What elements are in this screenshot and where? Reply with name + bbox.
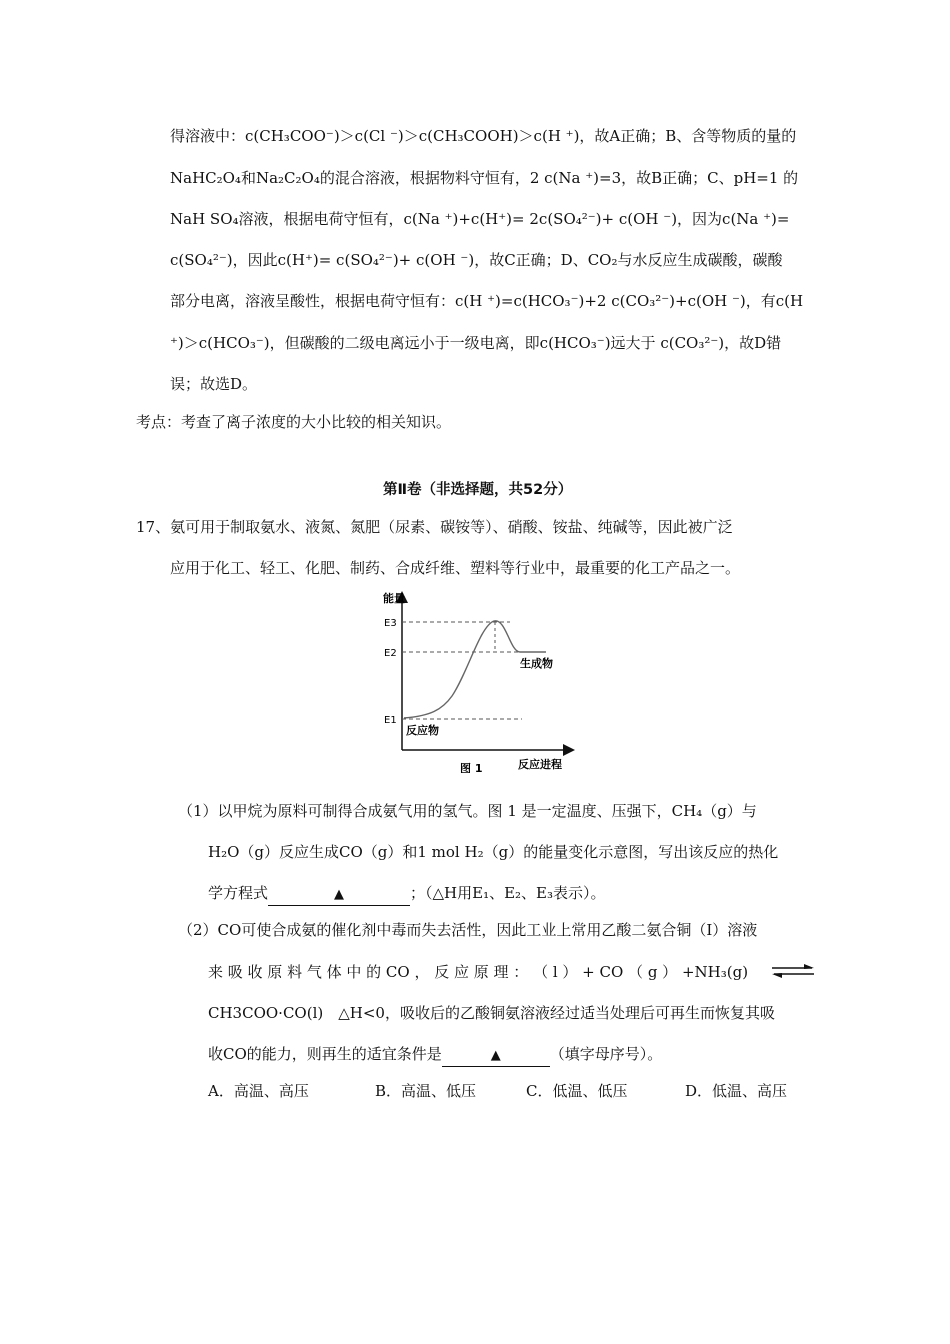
analysis-line-7: 误；故选D。 bbox=[170, 375, 258, 393]
analysis-line-6: ⁺)＞c(HCO₃⁻)，但碳酸的二级电离远小于一级电离，即c(HCO₃⁻)远大于 c(CO₃²⁻)，故D错 bbox=[170, 334, 782, 352]
analysis-line-1: 得溶液中：c(CH₃COO⁻)＞c(Cl ⁻)＞c(CH₃COOH)＞c(H ⁺)，故A正确；B、含等物质的量的 bbox=[170, 127, 797, 145]
kaodian-line: 考点：考查了离子浓度的大小比较的相关知识。 bbox=[136, 413, 452, 431]
p1-line-3 bbox=[208, 883, 606, 906]
energy-diagram bbox=[380, 588, 580, 773]
option-b[interactable]: B．高温、低压 bbox=[375, 1082, 477, 1100]
answer-blank-1[interactable] bbox=[268, 883, 410, 906]
q17-line-1: 17、氨可用于制取氨水、液氮、氮肥（尿素、碳铵等）、硝酸、铵盐、纯碱等，因此被广泛 bbox=[136, 518, 733, 536]
q17-line-2: 应用于化工、轻工、化肥、制药、合成纤维、塑料等行业中，最重要的化工产品之一。 bbox=[170, 559, 741, 577]
e2-label: E2 bbox=[384, 648, 397, 659]
y-axis-label: 能量 bbox=[383, 592, 405, 605]
p1-line-1: （1）以甲烷为原料可制得合成氨气用的氢气。图 1 是一定温度、压强下，CH₄（g）与 bbox=[178, 802, 757, 820]
e1-label: E1 bbox=[384, 715, 397, 726]
option-c[interactable]: C．低温、低压 bbox=[526, 1082, 628, 1100]
p1-line-3-prefix: 学方程式 bbox=[208, 884, 269, 902]
e3-label: E3 bbox=[384, 618, 397, 629]
p2-line-4-prefix: 收CO的能力，则再生的适宜条件是 bbox=[208, 1045, 442, 1063]
option-a[interactable]: A．高温、高压 bbox=[208, 1082, 309, 1100]
triangle-marker-1: ▲ bbox=[334, 887, 345, 902]
analysis-line-2: NaHC₂O₄和Na₂C₂O₄的混合溶液，根据物料守恒有，2 c(Na ⁺)=3，故B正确；C、pH=1 的 bbox=[170, 169, 799, 187]
section-title: 第Ⅱ卷（非选择题，共52分） bbox=[383, 482, 573, 498]
figure-caption: 图 1 bbox=[460, 762, 483, 773]
analysis-line-3: NaH SO₄溶液，根据电荷守恒有，c(Na ⁺)+c(H⁺)= 2c(SO₄²⁻)+ c(OH ⁻)，因为c(Na ⁺)= bbox=[170, 210, 790, 228]
p2-line-4-suffix: （填字母序号）。 bbox=[549, 1045, 663, 1063]
answer-blank-2[interactable] bbox=[442, 1044, 550, 1067]
analysis-line-4: c(SO₄²⁻)，因此c(H⁺)= c(SO₄²⁻)+ c(OH ⁻)，故C正确；D、CO₂与水反应生成碳酸，碳酸 bbox=[170, 251, 783, 269]
reactant-label: 反应物 bbox=[406, 724, 439, 737]
p2-line-4 bbox=[208, 1044, 662, 1067]
analysis-line-5: 部分电离，溶液呈酸性，根据电荷守恒有：c(H ⁺)=c(HCO₃⁻)+2 c(CO₃²⁻)+c(OH ⁻)，有c(H bbox=[170, 292, 804, 310]
p2-line-3: CH3COO·CO(l) △H<0，吸收后的乙酸铜氨溶液经过适当处理后可再生而恢复其吸 bbox=[208, 1004, 775, 1022]
option-d[interactable]: D．低温、高压 bbox=[685, 1082, 788, 1100]
p1-line-3-suffix: ；（△H用E₁、E₂、E₃表示）。 bbox=[410, 884, 606, 902]
p2-line-1: （2）CO可使合成氨的催化剂中毒而失去活性，因此工业上常用乙酸二氨合铜（I）溶液 bbox=[178, 921, 758, 939]
x-axis-label: 反应进程 bbox=[518, 758, 562, 771]
p1-line-2: H₂O（g）反应生成CO（g）和1 mol H₂（g）的能量变化示意图，写出该反应的热化 bbox=[208, 843, 779, 861]
triangle-marker-2: ▲ bbox=[490, 1048, 501, 1063]
equilibrium-arrow-icon bbox=[770, 964, 816, 978]
p2-line-2: 来 吸 收 原 料 气 体 中 的 CO ， 反 应 原 理 ： （ l ） + CO （ g ） +NH₃(g) bbox=[208, 963, 749, 981]
product-label: 生成物 bbox=[520, 657, 553, 670]
